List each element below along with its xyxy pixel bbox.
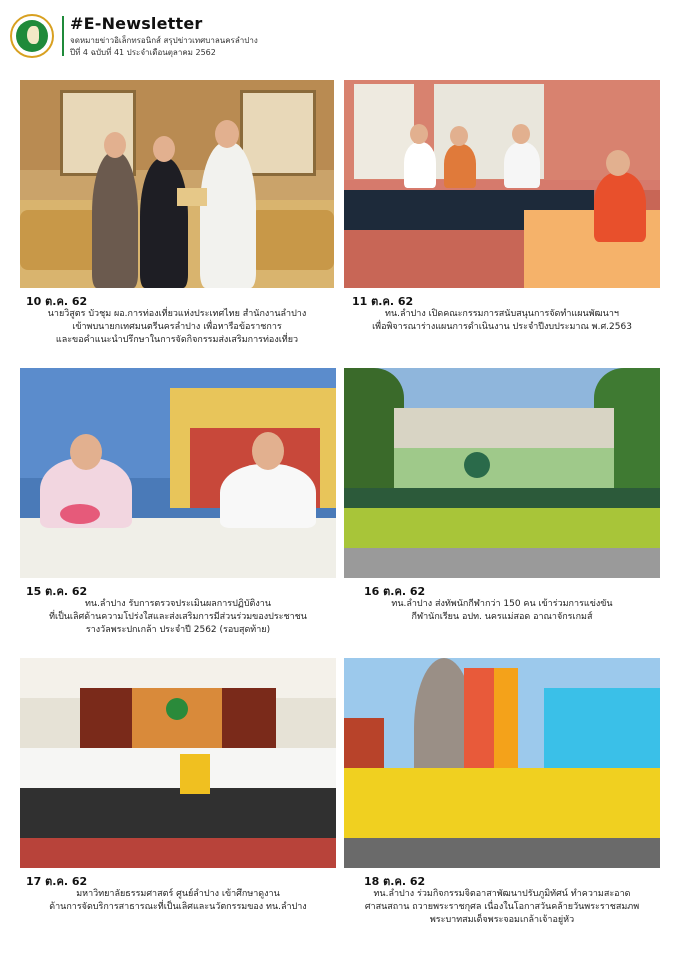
municipality-logo (10, 14, 54, 58)
news-caption-6-line-2: ศาสนสถาน ถวายพระราชกุศล เนื่องในโอกาสวันคล้ายวันพระราชสมภพ (364, 902, 640, 912)
news-date-2: 11 ต.ค. 62 (352, 295, 414, 308)
newsletter-title: #E-Newsletter (70, 14, 203, 33)
news-photo-4 (344, 368, 660, 578)
news-caption-1-line-2: เข้าพบนายกเทศมนตรีนครลำปาง เพื่อหารือข้อราชการ (72, 322, 282, 332)
news-date-6: 18 ต.ค. 62 (364, 875, 426, 888)
news-caption-4-line-2: กีฬานักเรียน อปท. นครแม่สอด อาณาจักรเกมส์ (411, 612, 593, 622)
header-divider (62, 16, 64, 56)
newsletter-issue: ปีที่ 4 ฉบับที่ 41 ประจำเดือนตุลาคม 2562 (70, 48, 216, 57)
news-photo-5 (20, 658, 336, 868)
news-caption-3-line-1: ทน.ลำปาง รับการตรวจประเมินผลการปฏิบัติงาน (84, 599, 271, 609)
news-caption-1-line-1: นายวิสูตร บัวชุม ผอ.การท่องเที่ยวแห่งประเทศไทย สำนักงานลำปาง (47, 309, 307, 319)
newsletter-header (0, 0, 680, 70)
news-date-1: 10 ต.ค. 62 (26, 295, 88, 308)
news-caption-3-line-2: ที่เป็นเลิศด้านความโปร่งใสและส่งเสริมการมีส่วนร่วมของประชาชน (49, 612, 307, 622)
news-photo-3 (20, 368, 336, 578)
news-caption-6-line-1: ทน.ลำปาง ร่วมกิจกรรมจิตอาสาพัฒนาปรับภูมิทัศน์ ทำความสะอาด (373, 889, 631, 899)
news-caption-3-line-3: รางวัลพระปกเกล้า ประจำปี 2562 (รอบสุดท้าย) (85, 625, 271, 635)
newsletter-subtitle: จดหมายข่าวอิเล็กทรอนิกส์ สรุปข่าวเทศบาลนครลำปาง (70, 36, 258, 45)
news-photo-6 (344, 658, 660, 868)
news-caption-6-line-3: พระบาทสมเด็จพระจอมเกล้าเจ้าอยู่หัว (429, 915, 575, 925)
rooster-shape (27, 26, 39, 44)
news-date-5: 17 ต.ค. 62 (26, 875, 88, 888)
news-photo-1 (20, 80, 334, 288)
news-caption-4-line-1: ทน.ลำปาง ส่งทัพนักกีฬากว่า 150 คน เข้าร่วมการแข่งขัน (391, 599, 613, 609)
news-caption-5-line-1: มหาวิทยาลัยธรรมศาสตร์ ศูนย์ลำปาง เข้าศึกษาดูงาน (76, 889, 280, 899)
news-date-3: 15 ต.ค. 62 (26, 585, 88, 598)
news-caption-2-line-1: ทน.ลำปาง เปิดคณะกรรมการสนับสนุนการจัดทำแผนพัฒนาฯ (385, 309, 619, 319)
news-caption-5-line-2: ด้านการจัดบริการสาธารณะที่เป็นเลิศและนวัตกรรมของ ทน.ลำปาง (49, 902, 307, 912)
news-caption-2-line-2: เพื่อพิจารณาร่างแผนการดำเนินงาน ประจำปีงบประมาณ พ.ศ.2563 (372, 322, 632, 332)
news-date-4: 16 ต.ค. 62 (364, 585, 426, 598)
news-photo-2 (344, 80, 660, 288)
rooster-seal-icon (16, 20, 48, 52)
news-caption-1-line-3: และขอคำแนะนำปรึกษาในการจัดกิจกรรมส่งเสริมการท่องเที่ยว (55, 335, 299, 345)
